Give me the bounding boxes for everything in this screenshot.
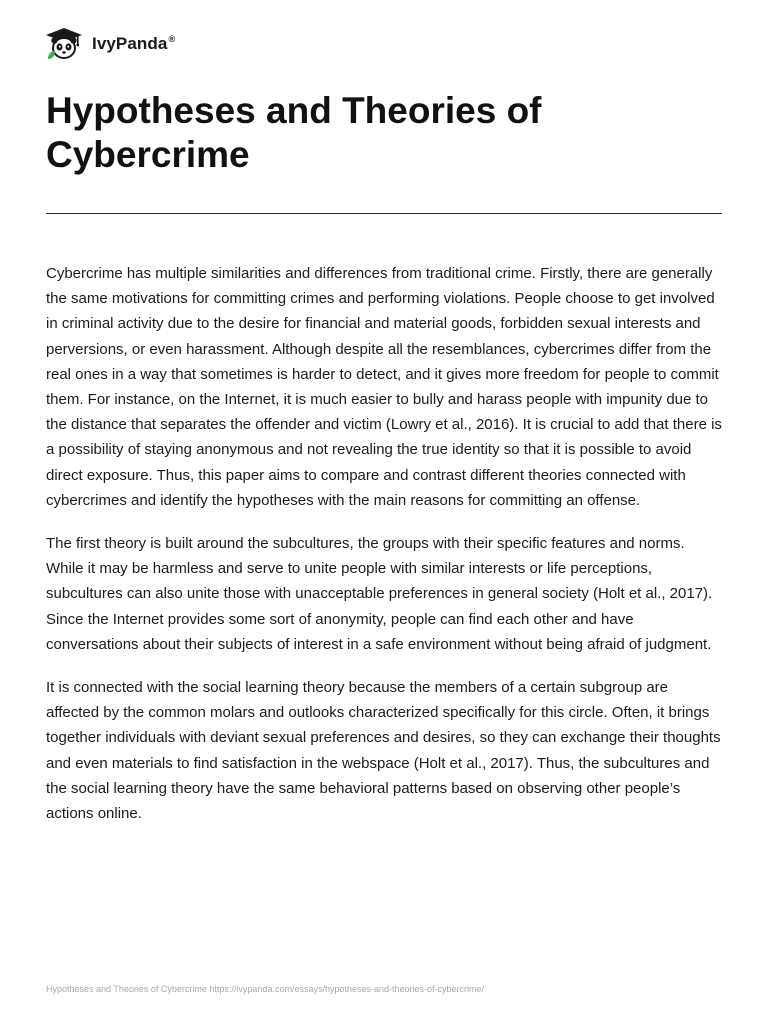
title-divider (46, 213, 722, 214)
registered-mark: ® (168, 34, 176, 45)
brand-name: IvyPanda® (92, 34, 176, 53)
paragraph-3: It is connected with the social learning theory because the members of a certain subgroup are affected by the common molars and outlooks characterized specifically for this circle. Often, it brings together individuals with deviant sexual preferences and desires, so they can exchange their thoughts and even materials to find satisfaction in the webspace (Holt et al., 2017). Thus, the subcultures and the social learning theory have the same behavioral patterns based on observing other people’s actions online. (46, 679, 721, 823)
document-title: Hypotheses and Theories of Cybercrime (46, 90, 542, 175)
brand-logo[interactable] (44, 26, 175, 62)
document-body (46, 261, 722, 844)
paragraph-1: Cybercrime has multiple similarities and differences from traditional crime. Firstly, there are generally the same motivations for committing crimes and performing violations. People choose to get involved in criminal activity due to the desire for financial and material goods, forbidden sexual interests and perversions, or even harassment. Although despite all the resemblances, cybercrimes differ from the real ones in a way that sometimes is harder to detect, and it gives more freedom for people to commit them. For instance, on the Internet, it is much easier to bully and harass people with impunity due to the distance that separates the offender and victim (Lowry et al., 2016). It is crucial to add that there is a possibility of staying anonymous and not revealing the true identity so that it is possible to avoid direct exposure. Thus, this paper aims to compare and contrast different theories connected with cybercrimes and identify the hypotheses with the main reasons for committing an offense. (46, 265, 722, 509)
page-footer-citation[interactable]: Hypotheses and Theories of Cybercrime https://ivypanda.com/essays/hypotheses-and-theories-of-cybercrime/ (46, 984, 485, 994)
paragraph-2: The first theory is built around the subcultures, the groups with their specific features and norms. While it may be harmless and serve to unite people with similar interests or life perceptions, subcultures can also unite those with unacceptable preferences in general society (Holt et al., 2017). Since the Internet provides some sort of anonymity, people can find each other and have conversations about their subjects of interest in a safe environment without being afraid of judgment. (46, 535, 713, 653)
graduation-cap-panda-icon (44, 26, 84, 62)
